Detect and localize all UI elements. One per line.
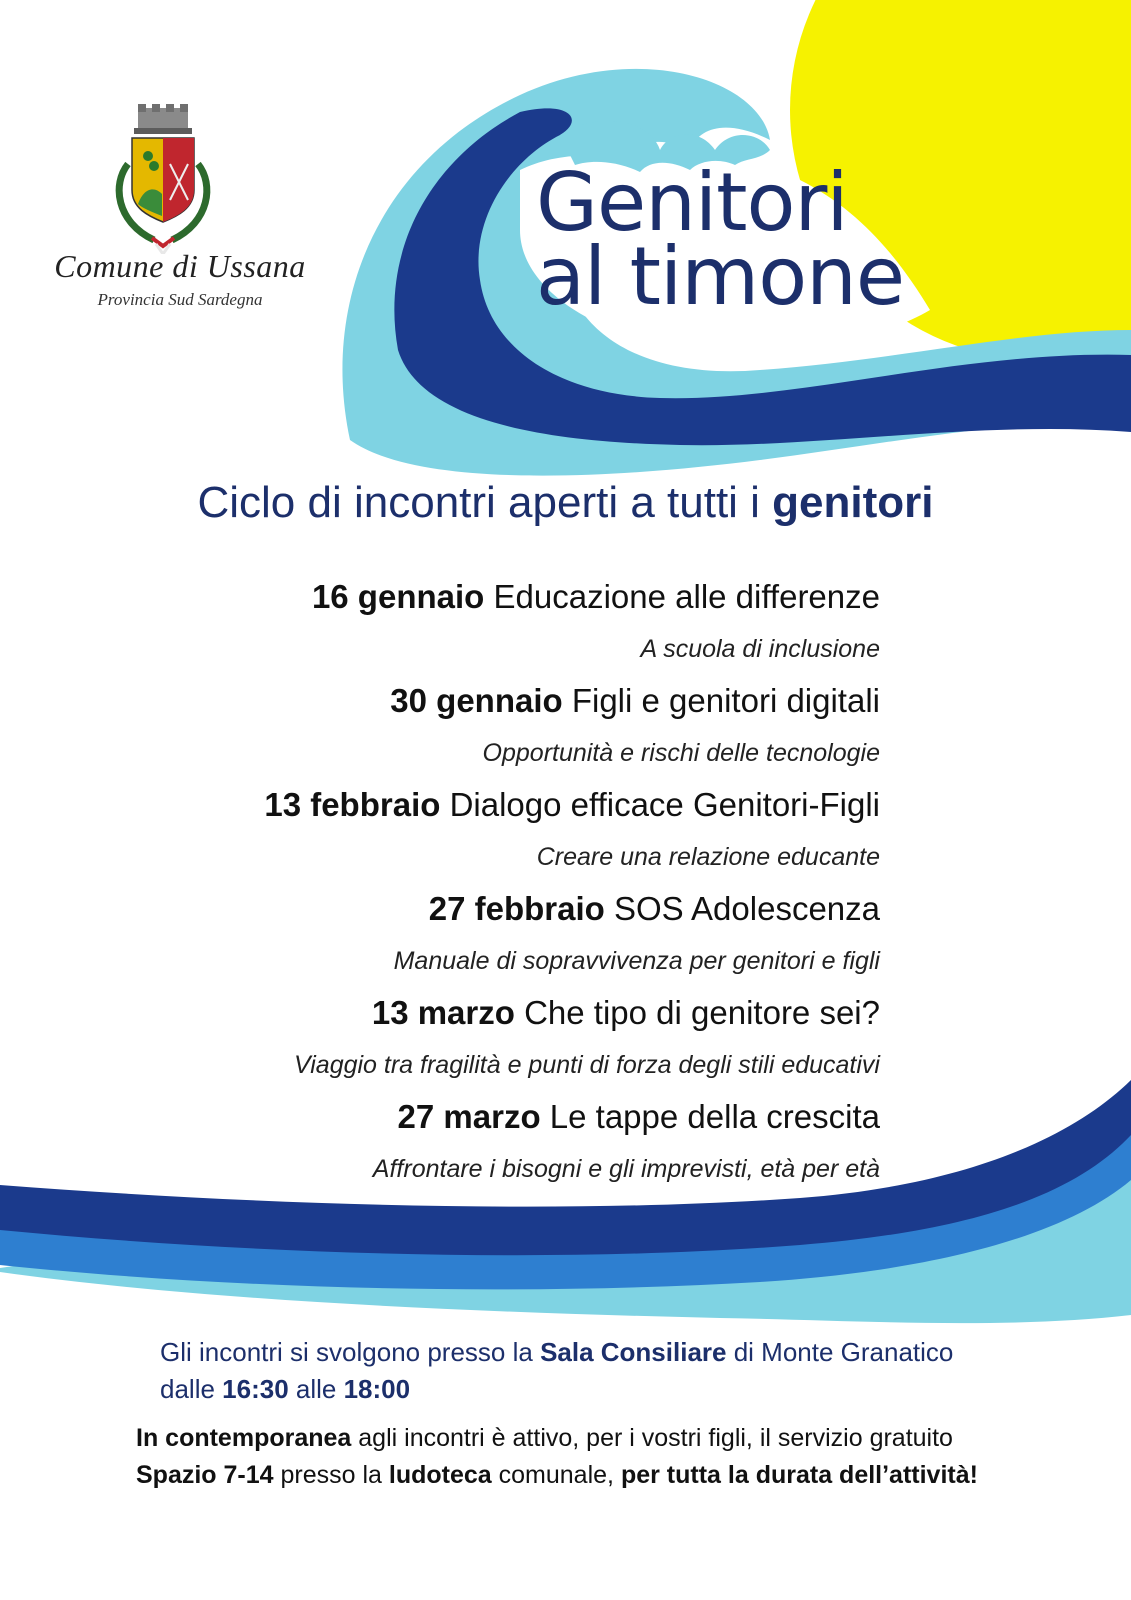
event-title: Figli e genitori digitali [571,682,880,719]
event-date: 16 gennaio [311,578,485,615]
notice-bold: ludoteca [388,1461,492,1489]
subtitle-text: Ciclo di incontri aperti a tutti i [197,478,773,527]
venue-line-2 [160,1371,1020,1408]
event-subtitle: A scuola di inclusione [640,635,880,663]
event-date: 13 marzo [371,994,515,1031]
event-title: Dialogo efficace Genitori-Figli [449,786,880,823]
notice-line-2 [136,1457,1036,1494]
title-line-2: al timone [536,230,905,323]
childcare-notice [136,1420,1036,1494]
title-line-1: Genitori [536,156,848,249]
notice-bold: Spazio 7-14 [136,1461,274,1489]
event-subtitle: Manuale di sopravvivenza per genitori e figli [393,947,880,975]
subtitle-bold: genitori [772,478,934,527]
notice-bold: In contemporanea [136,1424,352,1452]
municipality-name: Comune di Ussana [54,248,306,284]
poster-title [536,156,956,323]
event-title-row [150,882,880,936]
event-subtitle: Creare una relazione educante [536,843,880,871]
venue-text: alle [288,1374,344,1404]
event-subtitle: Opportunità e rischi delle tecnologie [482,739,880,767]
event-date: 27 febbraio [428,890,605,927]
event-title-row [150,1090,880,1144]
event-title: Che tipo di genitore sei? [524,994,880,1031]
venue-text: di Monte Granatico [726,1337,954,1367]
start-time: 16:30 [222,1374,289,1404]
event-title: Educazione alle differenze [493,578,880,615]
venue-info [160,1334,1020,1408]
event-title-row [150,778,880,832]
event-title-row [150,570,880,624]
venue-line-1 [160,1334,1020,1371]
notice-text: comunale, [491,1461,621,1489]
notice-text: agli incontri è attivo, per i vostri figli, il servizio gratuito [351,1424,953,1452]
event-subtitle: Viaggio tra fragilità e punti di forza degli stili educativi [294,1051,880,1079]
poster-subtitle [0,478,1131,528]
event-title-row [150,986,880,1040]
notice-bold: per tutta la durata dell’attività! [620,1461,978,1489]
event-date: 30 gennaio [390,682,563,719]
event-schedule [150,570,880,1194]
event-title: Le tappe della crescita [549,1098,880,1135]
notice-line-1 [136,1420,1036,1457]
event-title-row [150,674,880,728]
venue-text: dalle [160,1374,223,1404]
event-title: SOS Adolescenza [614,890,880,927]
venue-text: Gli incontri si svolgono presso la [160,1337,541,1367]
coat-of-arms-logo [104,104,222,254]
event-subtitle: Affrontare i bisogni e gli imprevisti, età per età [372,1155,880,1183]
end-time: 18:00 [343,1374,411,1404]
venue-hall: Sala Consiliare [540,1337,727,1367]
event-date: 13 febbraio [264,786,441,823]
event-date: 27 marzo [397,1098,541,1135]
province-name: Provincia Sud Sardegna [97,290,263,309]
notice-text: presso la [273,1461,389,1489]
